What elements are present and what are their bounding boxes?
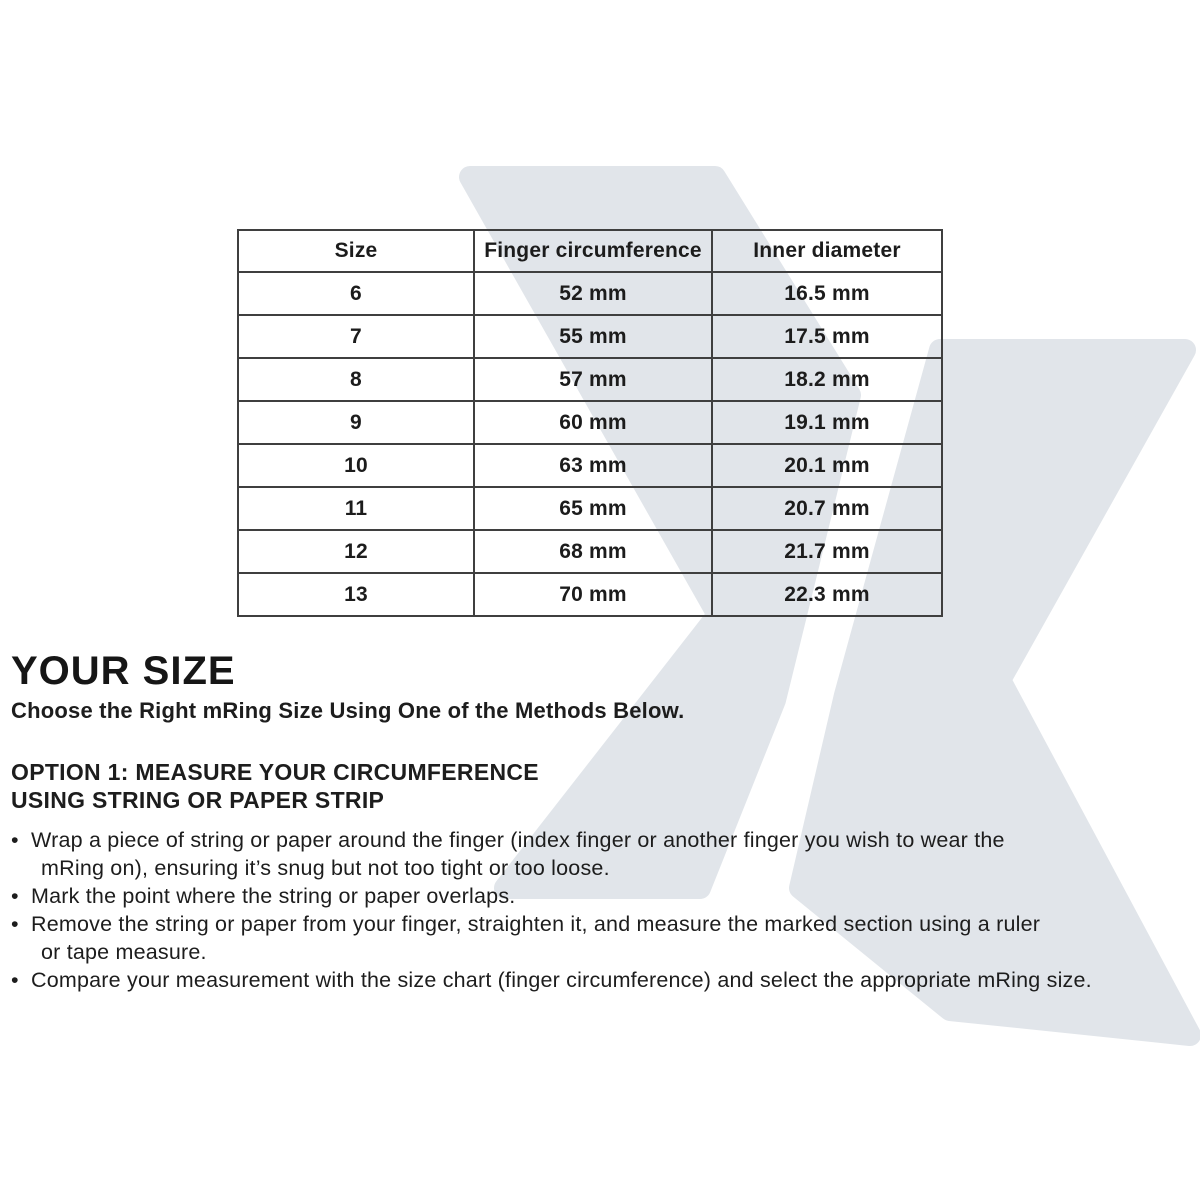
bullet-icon	[21, 854, 41, 882]
bullet-icon: •	[11, 828, 19, 852]
table-cell: 68 mm	[474, 530, 712, 573]
instruction-list	[11, 826, 1197, 994]
table-header-row	[238, 230, 942, 272]
table-cell: 19.1 mm	[712, 401, 942, 444]
instruction-text: Compare your measurement with the size chart (finger circumference) and select the appropriate mRing size.	[31, 968, 1092, 992]
table-row	[238, 401, 942, 444]
instruction-line	[11, 826, 1197, 854]
table-cell: 7	[238, 315, 474, 358]
column-header-finger-circumference: Finger circumference	[474, 230, 712, 272]
table-cell: 12	[238, 530, 474, 573]
table-cell: 55 mm	[474, 315, 712, 358]
option1-heading-line1: OPTION 1: MEASURE YOUR CIRCUMFERENCE	[11, 759, 539, 785]
table-cell: 60 mm	[474, 401, 712, 444]
size-chart-table	[237, 229, 943, 617]
instruction-line-continuation	[11, 938, 1197, 966]
option1-heading	[11, 758, 1197, 814]
table-row	[238, 315, 942, 358]
instruction-text: Wrap a piece of string or paper around the finger (index finger or another finger you wish to wear the	[31, 828, 1005, 852]
instruction-text: Remove the string or paper from your finger, straighten it, and measure the marked section using a ruler	[31, 912, 1041, 936]
table-row	[238, 487, 942, 530]
instruction-line	[11, 910, 1197, 938]
table-cell: 16.5 mm	[712, 272, 942, 315]
table-cell: 57 mm	[474, 358, 712, 401]
table-cell: 52 mm	[474, 272, 712, 315]
table-cell: 22.3 mm	[712, 573, 942, 616]
table-cell: 11	[238, 487, 474, 530]
table-cell: 18.2 mm	[712, 358, 942, 401]
table-cell: 63 mm	[474, 444, 712, 487]
table-cell: 6	[238, 272, 474, 315]
table-row	[238, 444, 942, 487]
instruction-line	[11, 882, 1197, 910]
your-size-section	[11, 648, 1197, 994]
column-header-size: Size	[238, 230, 474, 272]
bullet-icon	[21, 938, 41, 966]
table-cell: 20.7 mm	[712, 487, 942, 530]
size-chart-body	[238, 272, 942, 616]
column-header-inner-diameter: Inner diameter	[712, 230, 942, 272]
bullet-icon: •	[11, 912, 19, 936]
option1-heading-line2: USING STRING OR PAPER STRIP	[11, 787, 385, 813]
table-cell: 21.7 mm	[712, 530, 942, 573]
bullet-icon: •	[11, 968, 19, 992]
table-row	[238, 573, 942, 616]
table-cell: 13	[238, 573, 474, 616]
instruction-text: Mark the point where the string or paper overlaps.	[31, 884, 516, 908]
instruction-text: or tape measure.	[41, 940, 207, 964]
instruction-line	[11, 966, 1197, 994]
table-cell: 10	[238, 444, 474, 487]
table-row	[238, 530, 942, 573]
table-cell: 70 mm	[474, 573, 712, 616]
table-cell: 65 mm	[474, 487, 712, 530]
page-title: YOUR SIZE	[11, 649, 236, 693]
table-cell: 20.1 mm	[712, 444, 942, 487]
instruction-line-continuation	[11, 854, 1197, 882]
table-row	[238, 358, 942, 401]
instruction-text: mRing on), ensuring it’s snug but not too tight or too loose.	[41, 856, 610, 880]
bullet-icon: •	[11, 884, 19, 908]
table-cell: 8	[238, 358, 474, 401]
section-subtitle: Choose the Right mRing Size Using One of the Methods Below.	[11, 698, 685, 723]
table-cell: 17.5 mm	[712, 315, 942, 358]
table-row	[238, 272, 942, 315]
table-cell: 9	[238, 401, 474, 444]
